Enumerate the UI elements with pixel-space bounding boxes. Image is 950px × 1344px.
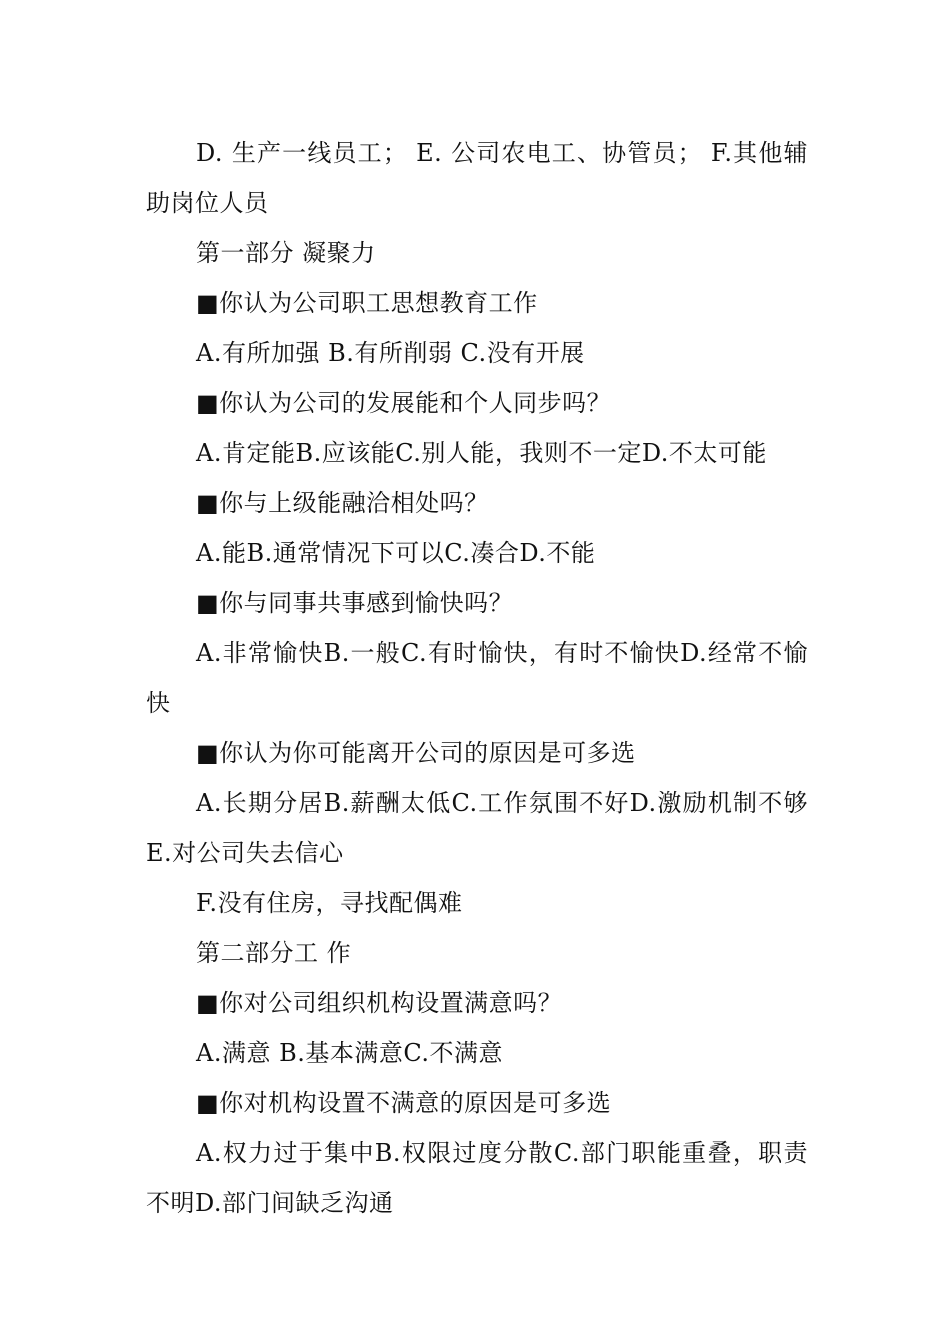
options-colleague-relations: A.非常愉快B.一般C.有时愉快，有时不愉快D.经常不愉快	[146, 639, 808, 717]
options-company-development: A.肯定能B.应该能C.别人能，我则不一定D.不太可能	[196, 439, 767, 467]
options-org-structure: A.满意 B.基本满意C.不满意	[196, 1039, 503, 1067]
paragraph-respondent-categories: D. 生产一线员工； E. 公司农电工、协管员； F.其他辅助岗位人员	[146, 139, 808, 217]
options-dissatisfaction-reasons: A.权力过于集中B.权限过度分散C.部门职能重叠，职责不明D.部门间缺乏沟通	[146, 1139, 808, 1217]
options-superior-relations: A.能B.通常情况下可以C.凑合D.不能	[196, 539, 596, 567]
options-ideological-education: A.有所加强 B.有所削弱 C.没有开展	[196, 339, 585, 367]
section-heading-work: 第二部分工 作	[196, 939, 352, 967]
question-dissatisfaction-reasons: ■你对机构设置不满意的原因是可多选	[196, 1089, 612, 1117]
question-ideological-education: ■你认为公司职工思想教育工作	[196, 289, 538, 317]
question-org-structure: ■你对公司组织机构设置满意吗？	[196, 989, 563, 1017]
question-company-development: ■你认为公司的发展能和个人同步吗？	[196, 389, 612, 417]
question-superior-relations: ■你与上级能融洽相处吗？	[196, 489, 489, 517]
document-body	[146, 128, 808, 1228]
section-heading-cohesion: 第一部分 凝聚力	[196, 239, 376, 267]
question-leaving-reasons: ■你认为你可能离开公司的原因是可多选	[196, 739, 636, 767]
question-colleague-relations: ■你与同事共事感到愉快吗？	[196, 589, 514, 617]
options-leaving-reasons: A.长期分居B.薪酬太低C.工作氛围不好D.激励机制不够 E.对公司失去信心	[146, 789, 808, 867]
options-leaving-reasons-continued: F.没有住房，寻找配偶难	[196, 889, 463, 917]
